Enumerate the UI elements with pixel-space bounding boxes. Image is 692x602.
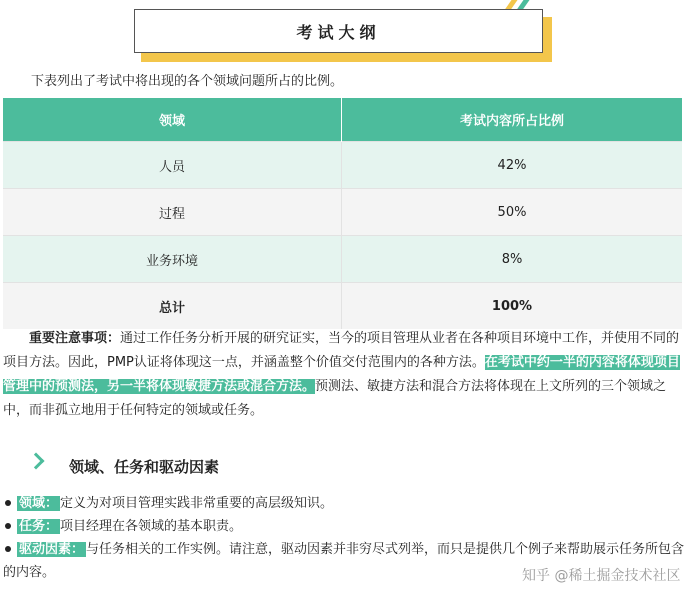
exam-ratio-table xyxy=(3,98,682,329)
cell-domain: 业务环境 xyxy=(3,236,342,283)
item-tag: 任务： xyxy=(19,519,59,534)
item-tag: 领域： xyxy=(19,496,59,511)
watermark: 知乎 @稀土掘金技术社区 xyxy=(522,568,681,584)
item-text: 与任务相关的工作实例。请注意，驱动因素并非穷尽式列举，而只是提供几个例子来帮助展示任务所包含的内容。 xyxy=(3,542,685,580)
cell-percent: 42% xyxy=(342,142,683,189)
cell-total-percent: 100% xyxy=(342,283,683,330)
item-text: 项目经理在各领域的基本职责。 xyxy=(60,519,243,534)
table-total-row xyxy=(3,283,682,330)
table-header-row xyxy=(3,98,682,142)
cell-domain: 过程 xyxy=(3,189,342,236)
table-row xyxy=(3,236,682,283)
page-title: 考试大纲 xyxy=(296,22,381,42)
column-header-domain: 领域 xyxy=(3,98,342,142)
section-title: 领域、任务和驱动因素 xyxy=(69,458,220,476)
bullet-icon xyxy=(5,523,11,529)
cell-percent: 50% xyxy=(342,189,683,236)
title-box xyxy=(134,9,543,53)
chevron-right-icon xyxy=(28,453,45,470)
table-row xyxy=(3,142,682,189)
note-text-2: 预测法、敏捷方法和混合方法将体现在上文所列的三个领域之中，而非孤立地用于任何特定的领域或任务。 xyxy=(3,379,667,418)
note-label: 重要注意事项： xyxy=(29,331,121,346)
item-text: 定义为对项目管理实践非常重要的高层级知识。 xyxy=(60,496,334,511)
list-item xyxy=(3,515,686,538)
cell-total-label: 总计 xyxy=(3,283,342,330)
cell-domain: 人员 xyxy=(3,142,342,189)
intro-text: 下表列出了考试中将出现的各个领域问题所占的比例。 xyxy=(31,74,344,89)
important-note xyxy=(3,327,683,423)
bullet-icon xyxy=(5,546,11,552)
cell-percent: 8% xyxy=(342,236,683,283)
note-text-1: 通过工作任务分析开展的研究证实，当今的项目管理从业者在各种项目环境中工作，并使用不同的项目方法。因此，PMP认证将体现这一点，并涵盖整个价值交付范围内的各种方法。 xyxy=(3,331,680,370)
item-tag: 驱动因素： xyxy=(19,542,85,557)
column-header-percent: 考试内容所占比例 xyxy=(342,98,683,142)
list-item xyxy=(3,492,686,515)
note-highlight: 在考试中约一半的内容将体现项目管理中的预测法，另一半将体现敏捷方法或混合方法。 xyxy=(3,355,680,394)
table-row xyxy=(3,189,682,236)
bullet-icon xyxy=(5,500,11,506)
